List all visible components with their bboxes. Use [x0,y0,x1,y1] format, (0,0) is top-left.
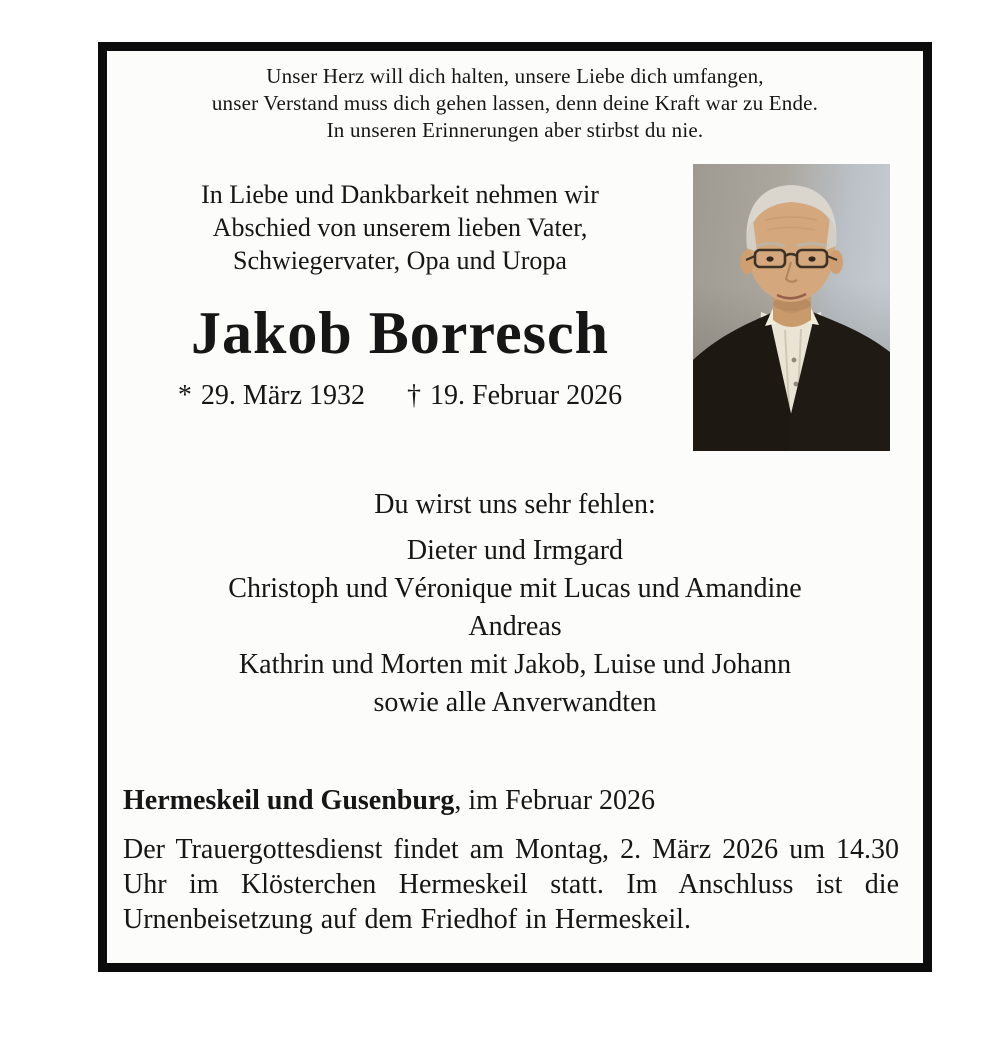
funeral-service-info: Der Trauergottesdienst findet am Montag, 2. März 2026 um 14.30 Uhr im Klösterchen Hermeskeil statt. Im Anschluss ist die Urnenbeisetzung auf dem Friedhof in Hermeskeil. [123,834,899,935]
intro-line: In Liebe und Dankbarkeit nehmen wir [201,180,599,209]
memorial-verse [107,63,923,144]
verse-line: Unser Herz will dich halten, unsere Liebe dich umfangen, [266,64,764,88]
birth-star-symbol: * [177,380,192,411]
announcement-column [107,178,693,413]
farewell-line: Du wirst uns sehr fehlen: [374,489,656,520]
mourner-line: Christoph und Véronique mit Lucas und Amandine [228,573,802,604]
death-date [407,380,622,411]
verse-line: unser Verstand muss dich gehen lassen, denn deine Kraft war zu Ende. [211,91,819,115]
deceased-name: Jakob Borresch [191,300,609,366]
death-cross-symbol: † [407,380,421,411]
closing-location: Hermeskeil und Gusenburg [123,785,455,816]
mourners-list [107,532,923,722]
life-dates [107,379,693,413]
mourner-line: Andreas [468,611,562,642]
birth-date-text: 29. März 1932 [200,380,365,411]
intro-line: Schwiegervater, Opa und Uropa [233,246,567,275]
mourner-line: Dieter und Irmgard [406,535,624,566]
death-date-text: 19. Februar 2026 [430,380,623,411]
closing-line [123,784,903,818]
closing-date: , im Februar 2026 [454,785,656,816]
intro-text [107,178,693,277]
verse-line: In unseren Erinnerungen aber stirbst du nie. [326,118,704,142]
intro-line: Abschied von unserem lieben Vater, [212,213,588,242]
obituary-frame [98,42,932,972]
mourner-line: Kathrin und Morten mit Jakob, Luise und Johann [238,649,792,680]
portrait-photo [693,164,890,451]
mourner-line: sowie alle Anverwandten [373,687,657,718]
portrait-illustration [693,164,890,451]
birth-date [178,380,365,411]
